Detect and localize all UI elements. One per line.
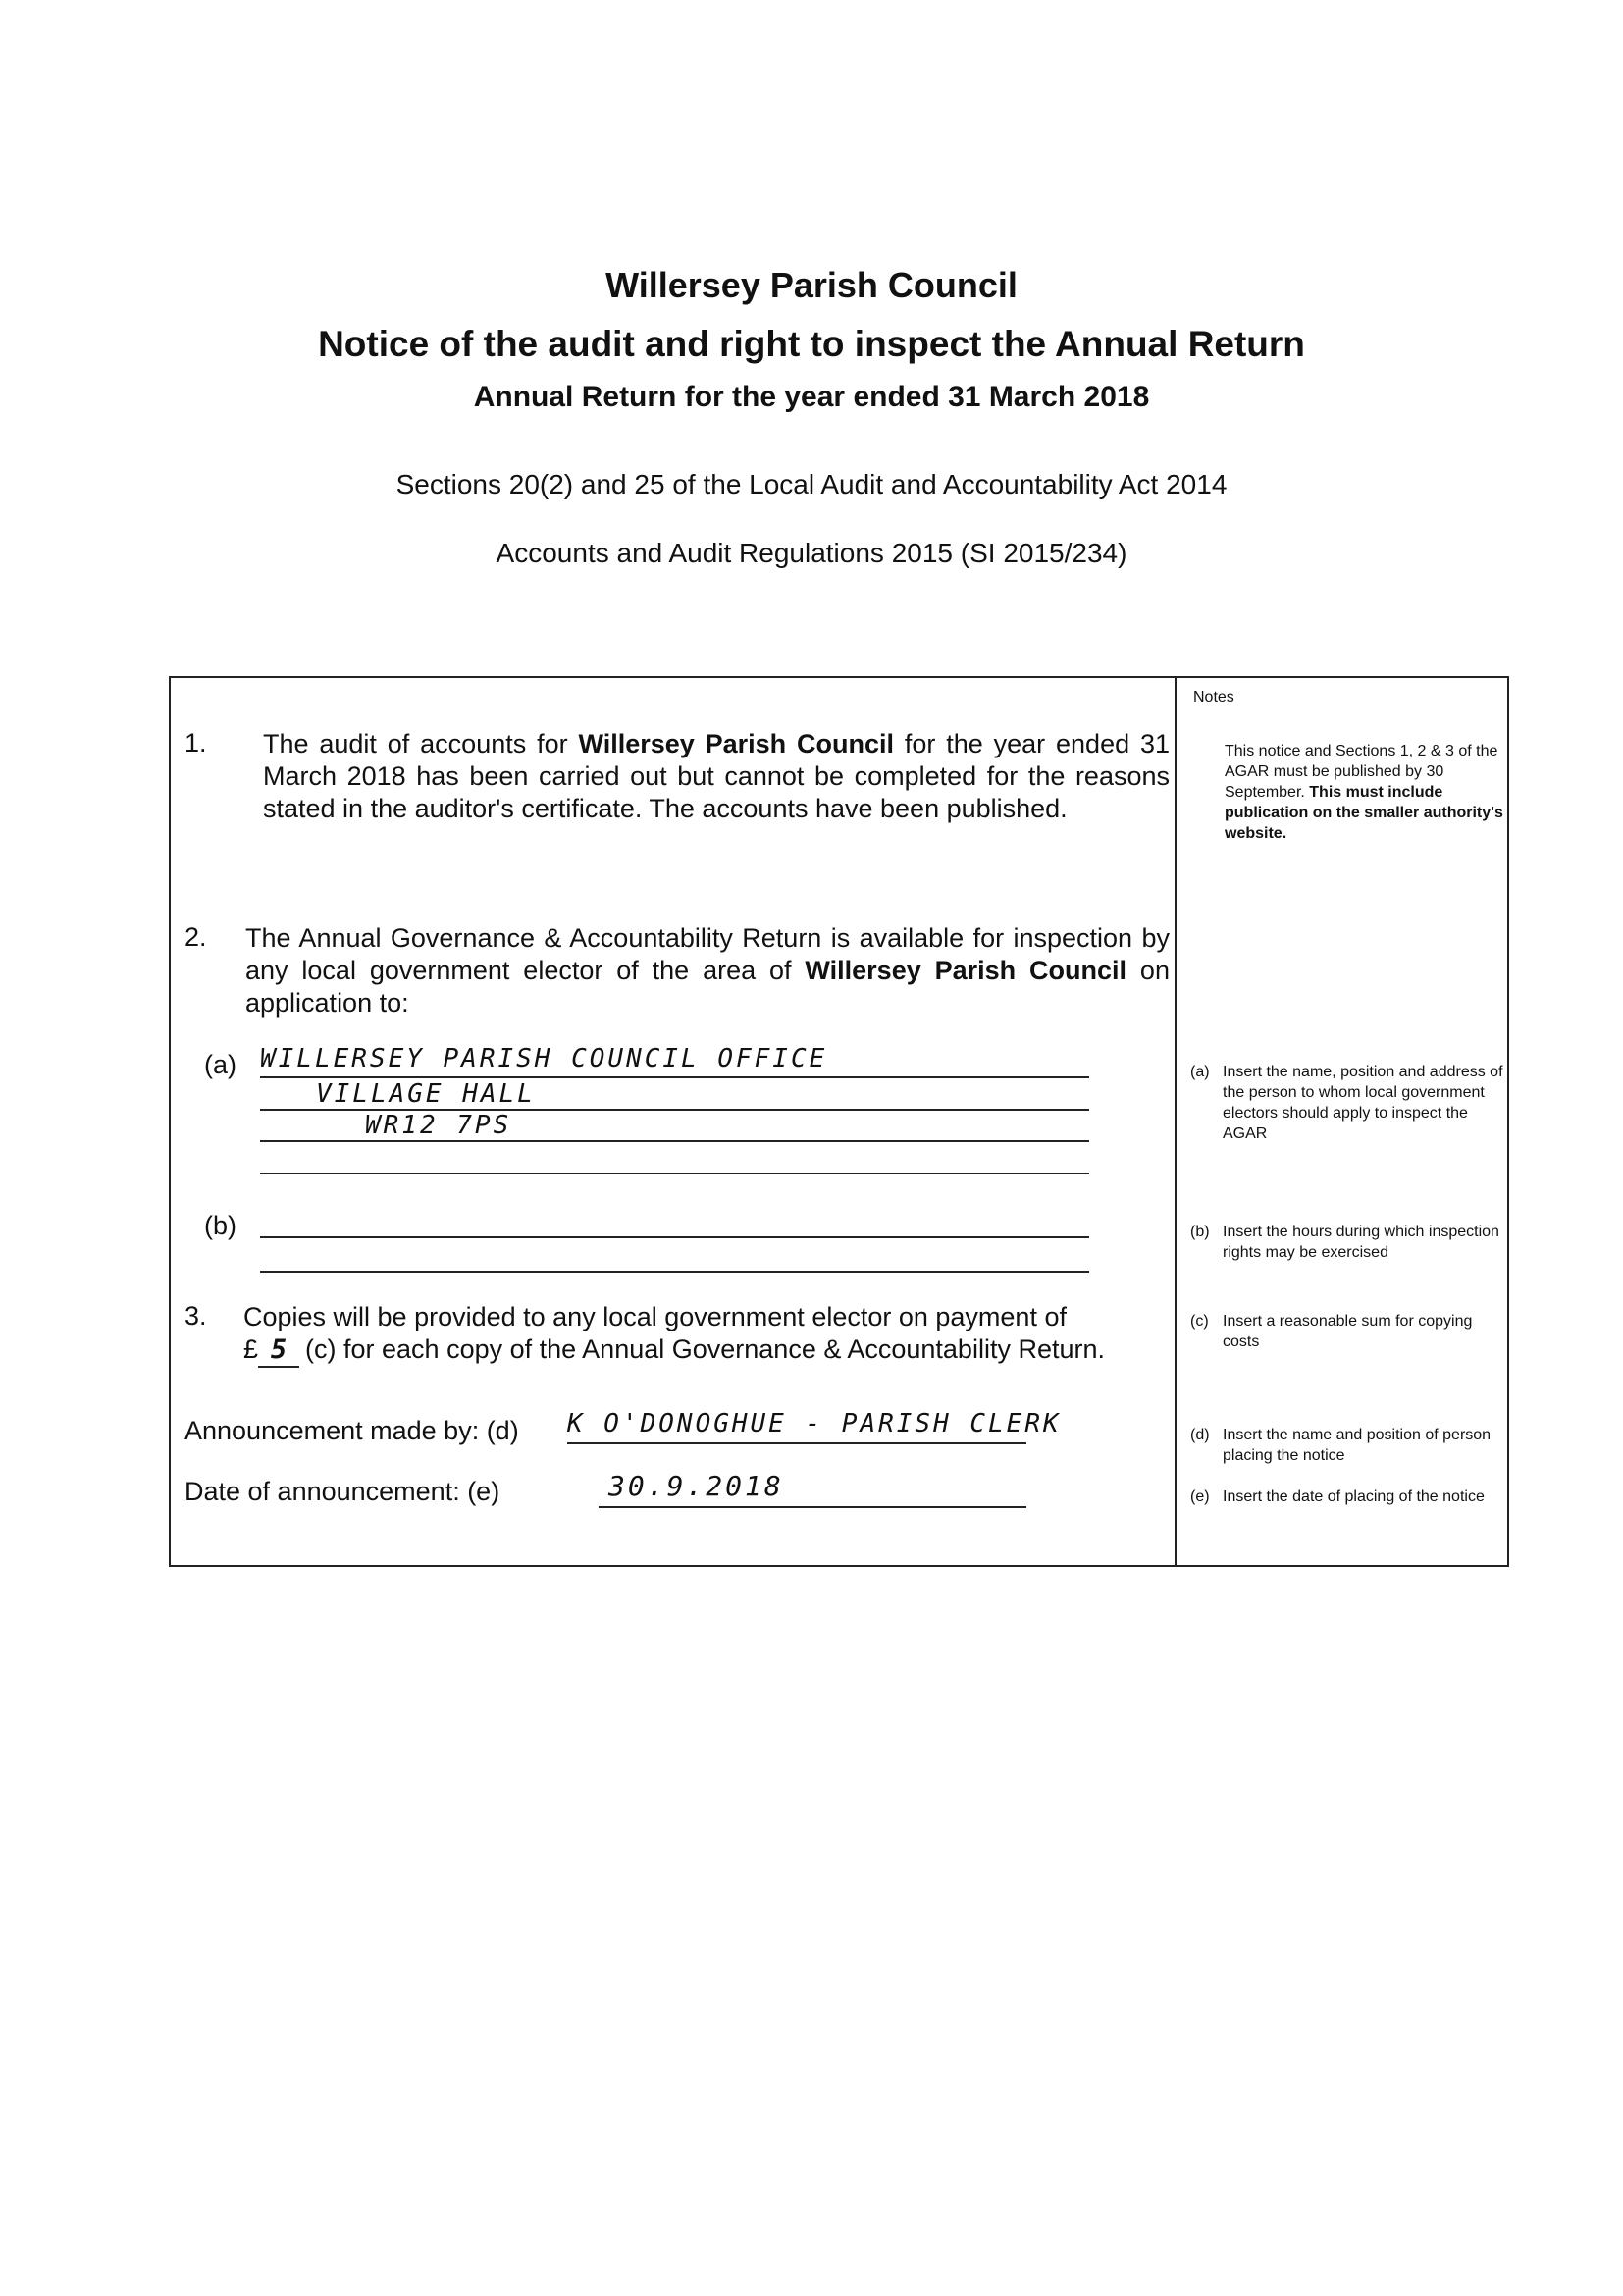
field-a-label: (a) bbox=[204, 1050, 236, 1079]
note-main-text: This notice and Sections 1, 2 & 3 of the AGAR must be published by 30 September. bbox=[1225, 743, 1498, 801]
item-3-amount: 5 bbox=[258, 1333, 299, 1368]
field-a-line-2: VILLAGE HALL bbox=[316, 1079, 536, 1109]
item-1-text bbox=[263, 728, 1170, 825]
field-b-rule-2 bbox=[260, 1271, 1089, 1273]
note-a: Insert the name, position and address of the person to whom local government electors should apply to inspect the AGAR bbox=[1223, 1064, 1503, 1142]
note-main bbox=[1225, 741, 1504, 844]
field-a-rule-1 bbox=[260, 1076, 1089, 1078]
item-1-post: for the year ended 31 March 2018 has been carried out but cannot be completed for the reasons stated in the auditor's certificate. The accounts have been published. bbox=[263, 729, 1170, 823]
note-a-key: (a) bbox=[1190, 1064, 1210, 1080]
item-1-council: Willersey Parish Council bbox=[578, 729, 895, 758]
note-b-key: (b) bbox=[1190, 1224, 1210, 1240]
item-3-rest: (c) for each copy of the Annual Governance & Accountability Return. bbox=[305, 1334, 1105, 1364]
field-b-rule-1 bbox=[260, 1236, 1089, 1238]
date-rule bbox=[599, 1506, 1026, 1508]
note-d: Insert the name and position of person placing the notice bbox=[1223, 1427, 1492, 1464]
note-main-bold: This must include publication on the smaller authority's website. bbox=[1225, 784, 1503, 842]
item-2-number: 2. bbox=[184, 922, 207, 952]
item-3-line-1: Copies will be provided to any local government elector on payment of bbox=[243, 1302, 1067, 1331]
year-line: Annual Return for the year ended 31 March 2018 bbox=[473, 381, 1150, 413]
notes-title: Notes bbox=[1193, 689, 1234, 705]
item-2-text bbox=[245, 922, 1170, 1019]
item-2-post: on application to: bbox=[245, 956, 1170, 1018]
item-1-number: 1. bbox=[184, 728, 207, 757]
item-2-council: Willersey Parish Council bbox=[805, 956, 1127, 985]
field-b-label: (b) bbox=[204, 1211, 236, 1240]
field-a-rule-3 bbox=[260, 1140, 1089, 1142]
act-reference: Sections 20(2) and 25 of the Local Audit and Accountability Act 2014 bbox=[395, 469, 1228, 499]
note-c: Insert a reasonable sum for copying costs bbox=[1223, 1313, 1473, 1350]
notes-divider bbox=[1175, 676, 1177, 1567]
note-c-key: (c) bbox=[1190, 1313, 1209, 1330]
note-d-key: (d) bbox=[1190, 1427, 1210, 1443]
item-3-currency: £ bbox=[243, 1334, 259, 1364]
field-a-line-1: WILLERSEY PARISH COUNCIL OFFICE bbox=[260, 1044, 828, 1073]
note-e: Insert the date of placing of the notice bbox=[1223, 1488, 1485, 1505]
field-a-line-3: WR12 7PS bbox=[365, 1111, 512, 1140]
date-label: Date of announcement: (e) bbox=[184, 1477, 500, 1506]
council-title: Willersey Parish Council bbox=[605, 265, 1018, 305]
item-3-number: 3. bbox=[184, 1301, 207, 1331]
announcement-value: K O'DONOGHUE - PARISH CLERK bbox=[567, 1409, 1062, 1438]
announcement-rule bbox=[567, 1442, 1026, 1444]
announcement-label: Announcement made by: (d) bbox=[184, 1416, 519, 1445]
item-3-line-2 bbox=[243, 1333, 1170, 1368]
field-a-rule-4 bbox=[260, 1173, 1089, 1174]
item-2-pre: The Annual Governance & Accountability Return is available for inspection by any local government elector of the area of bbox=[245, 923, 1170, 985]
item-1-pre: The audit of accounts for bbox=[263, 729, 579, 758]
notice-title: Notice of the audit and right to inspect the Annual Return bbox=[318, 324, 1305, 364]
note-b: Insert the hours during which inspection rights may be exercised bbox=[1223, 1224, 1499, 1261]
note-e-key: (e) bbox=[1190, 1488, 1210, 1505]
date-value: 30.9.2018 bbox=[608, 1470, 784, 1502]
regulations-reference: Accounts and Audit Regulations 2015 (SI 2015/234) bbox=[496, 538, 1127, 568]
